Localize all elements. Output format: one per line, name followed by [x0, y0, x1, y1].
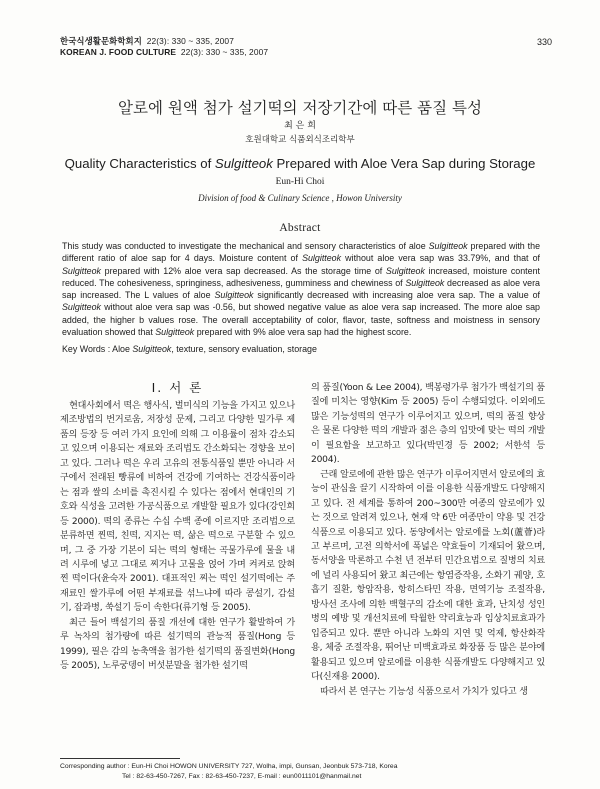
abstract-run: Sulgitteok — [385, 265, 425, 276]
body-paragraph: 근래 알로에에 관한 많은 연구가 이루어지면서 알로에의 효능이 관심을 끌기 시작하여 이를 이용한 식품개발도 다양해지고 있다. 전 세계를 통하여 200~300만 여종의 알로에가 있는 것으로 알려져 있으나, 현재 약 6만 여종만이 약용 및 건강식품으로 이용되고 있다. 동양에서는 알로에를 노회(蘆薈)라고 부르며, 고전 의학서에 폭넓은 약효들이 기재되어 왔으며, 동서양을 막론하고 수천 년 전부터 민간요법으로 질병의 치료에 널리 사용되어 왔고 최근에는 항염증작용, 소화기 궤양, 호흡기 질환, 항암작용, 항히스타민 작용, 면역기능 조절작용, 방사선 조사에 의한 백혈구의 감소에 대한 효과, 난치성 성인병의 예방 및 개선치료에 탁월한 약리효능과 임상치료효과가 입증되고 있다. 뿐만 아니라 노화의 지연 및 억제, 항산화작용, 체중 조절작용, 뛰어난 미백효과로 화장품 등 많은 분야에 활용되고 있으며 알로에를 이용한 식품개발도 다양해지고 있다(신재용 2000). — [311, 469, 545, 683]
abstract-run: prepared with 9% aloe vera sap had the highest score. — [194, 327, 412, 338]
footnote — [60, 762, 550, 782]
journal-name-ko: 한국식생활문화학회지 — [60, 36, 142, 46]
journal-header — [60, 36, 268, 58]
footnote-contact: Tel : 82-63-450-7267, Fax : 82-63-450-7237, E-mail : eun0011101@hanmail.net — [122, 773, 362, 780]
abstract-run: This study was conducted to investigate the mechanical and sensory characteristics of aloe — [62, 241, 429, 251]
abstract-run: Sulgitteok — [62, 302, 101, 313]
title-english-post: Prepared with Aloe Vera Sap during Storage — [272, 156, 536, 171]
author-english: Eun-Hi Choi — [275, 177, 325, 187]
title-english-pre: Quality Characteristics of — [64, 156, 215, 171]
abstract-run: without aloe vera sap was 33.79%, and that of — [341, 253, 541, 264]
keywords-label: Key Words : — [62, 344, 113, 354]
affiliation-korean: 호원대학교 식품외식조리학부 — [245, 135, 355, 145]
keywords-run: , texture, sensory evaluation, storage — [171, 344, 317, 354]
abstract-run: without aloe vera sap was -0.56, but showed negative value as aloe vera sap increased. The more aloe sap added, the higher b values rose. The overall acceptability of color, flavor, taste, softness and moistness in sensory evaluation showed that — [62, 302, 540, 338]
journal-ref-en: 22(3): 330 ~ 335, 2007 — [180, 47, 269, 57]
abstract-run: significantly decreased with increasing aloe vera sap. The a value of — [253, 290, 541, 301]
title-english-italic: Sulgitteok — [214, 156, 273, 171]
body-paragraph: 현대사회에서 떡은 행사식, 벌미식의 기능을 가지고 있으나 제조방법의 번거로움, 저장성 문제, 그리고 다양한 밀가루 제품의 등장 등 여러 가지 요인에 의해 그 이용률이 점차 감소되고 있으며 이용되는 재료와 조리법도 간소화되는 경향을 보이고 있다. 그러나 떡은 우리 고유의 전통식품일 뿐만 아니라 서구에서 전래된 빵류에 비하여 건강에 기여하는 건강식품이라는 점과 쌀의 소비를 촉진시킬 수 있다는 점에서 현대인의 기호와 식성을 고려한 가공식품으로 개발할 필요가 있다(강인희 등 2000). 떡의 종류는 수십 수백 종에 이르지만 조리법으로 분류하면 찐떡, 친떡, 지지는 떡, 삶은 떡으로 구분할 수 있으며, 그 중 가장 기본이 되는 떡의 형태는 곡물가루에 물을 내려 시루에 넣고 그대로 찌거나 고물을 얹어 가며 켜켜로 앉혀 찐 떡이다(윤숙자 2001). 대표적인 찌는 떡인 설기떡에는 주재료인 쌀가루에 어떤 부재료를 섞느냐에 따라 콩설기, 감설기, 잡과병, 쑥설기 등이 속한다(류기형 등 2005). — [60, 401, 295, 614]
author-korean: 최 은 희 — [284, 121, 316, 131]
footnote-corresponding: Corresponding author : Eun-Hi Choi HOWON UNIVERSITY 727, Wolha, impi, Gunsan, Jeonbuk 573-718, Korea — [60, 763, 398, 770]
abstract-run: Sulgitteok — [405, 277, 445, 288]
section-title: I. 서 론 — [151, 380, 204, 395]
body-column-right — [311, 381, 545, 699]
abstract-run: Sulgitteok — [155, 327, 195, 338]
keywords-run: Sulgitteok — [132, 344, 172, 354]
body-paragraph: 최근 들어 백설기의 품질 개선에 대한 연구가 활발하여 가루 녹차의 첨가량에 따른 설기떡의 관능적 품질(Hong 등 1999), 필은 감의 농축액을 첨가한 설기떡의 품질변화(Hong 등 2005), 노루궁뎅이 버섯분말을 첨가한 설기떡 — [60, 617, 295, 672]
abstract-run: Sulgitteok — [428, 241, 468, 251]
abstract-run: Sulgitteok — [62, 265, 101, 276]
abstract-run: increased, moisture content reduced. The cohesiveness, springiness, adhesiveness, gumminess and chewiness of — [62, 265, 540, 288]
body-column-left — [60, 399, 295, 674]
abstract-text — [62, 240, 540, 338]
abstract-run: prepared with 12% aloe vera sap decreased. As the storage time of — [100, 265, 386, 276]
page-number: 330 — [536, 37, 552, 47]
keywords-list — [112, 344, 317, 354]
affiliation-english: Division of food & Culinary Science , Howon University — [198, 193, 402, 203]
abstract-run: Sulgitteok — [214, 290, 254, 301]
title-english — [0, 156, 600, 171]
abstract-run: prepared with the different ratio of aloe sap for 4 days. Moisture content of — [62, 241, 540, 264]
abstract-run: Sulgitteok — [302, 253, 342, 264]
keywords-run: Aloe — [112, 344, 133, 354]
journal-name-en: KOREAN J. FOOD CULTURE — [60, 47, 177, 57]
footnote-rule — [60, 758, 180, 759]
abstract-heading: Abstract — [279, 222, 321, 234]
abstract-run: decreased as aloe vera sap increased. The L values of aloe — [62, 277, 540, 301]
body-paragraph: 따라서 본 연구는 기능성 식품으로서 가치가 있다고 생 — [320, 686, 528, 697]
body-paragraph: 의 품질(Yoon & Lee 2004), 백봉령가루 첨가가 백설기의 품질에 미치는 영향(Kim 등 2005) 등이 수행되었다. 이외에도 많은 기능성떡의 연구가 이루어지고 있으며, 떡의 품질 향상은 물론 다양한 떡의 개발과 젊은 층의 입맛에 맞는 떡의 개발이 필요함을 보고하고 있다(박민경 등 2002; 서한석 등 2004). — [311, 383, 545, 466]
journal-ref-ko: 22(3): 330 ~ 335, 2007 — [146, 36, 234, 46]
keywords — [62, 344, 540, 354]
title-korean: 알로에 원액 첨가 설기떡의 저장기간에 따른 품질 특성 — [118, 99, 482, 117]
